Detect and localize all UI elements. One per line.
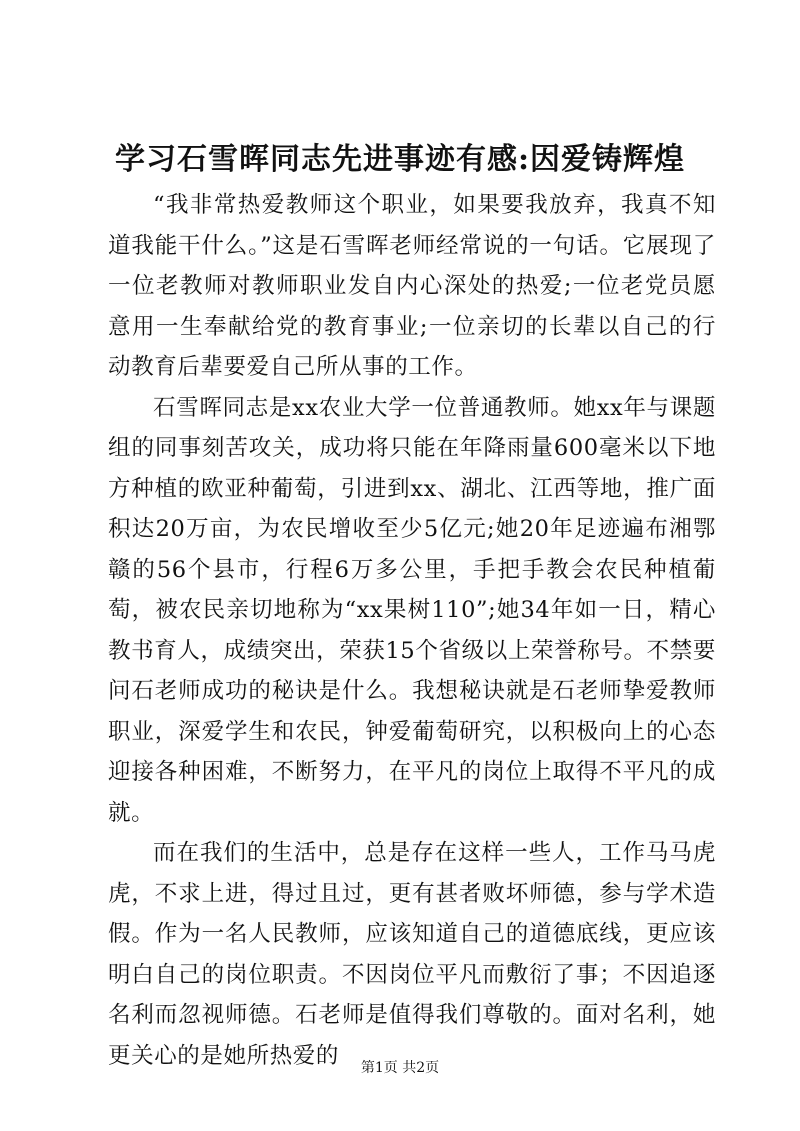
page-footer: 第1页 共2页 — [360, 1060, 440, 1076]
paragraph-2: 石雪晖同志是xx农业大学一位普通教师。她xx年与课题组的同事刻苦攻关，成功将只能在年降雨量600毫米以下地方种植的欧亚种葡萄，引进到xx、湖北、江西等地，推广面积达20万亩，为农民增收至少5亿元;她20年足迹遍布湘鄂赣的56个县市，行程6万多公里，手把手教会农民种植葡萄，被农民亲切地称为“xx果树110”;她34年如一日，精心教书育人，成绩突出，荣获15个省级以上荣誉称号。不禁要问石老师成功的秘诀是什么。我想秘诀就是石老师挚爱教师职业，深爱学生和农民，钟爱葡萄研究，以积极向上的心态迎接各种困难，不断努力，在平凡的岗位上取得不平凡的成就。 — [108, 394, 716, 826]
paragraph-1: “我非常热爱教师这个职业，如果要我放弃，我真不知道我能干什么。”这是石雪晖老师经常说的一句话。它展现了一位老教师对教师职业发自内心深处的热爱;一位老党员愿意用一生奉献给党的教育事业;一位亲切的长辈以自己的行动教育后辈要爱自己所从事的工作。 — [108, 192, 716, 380]
document-title: 学习石雪晖同志先进事迹有感:因爱铸辉煌 — [114, 142, 686, 177]
document-body — [108, 185, 716, 1076]
paragraph-3: 而在我们的生活中，总是存在这样一些人，工作马马虎虎，不求上进，得过且过，更有甚者败坏师德，参与学术造假。作为一名人民教师，应该知道自己的道德底线，更应该明白自己的岗位职责。不因岗位平凡而敷衍了事；不因追逐名利而忽视师德。石老师是值得我们尊敬的。面对名利，她更关心的是她所热爱的 — [108, 840, 716, 1069]
